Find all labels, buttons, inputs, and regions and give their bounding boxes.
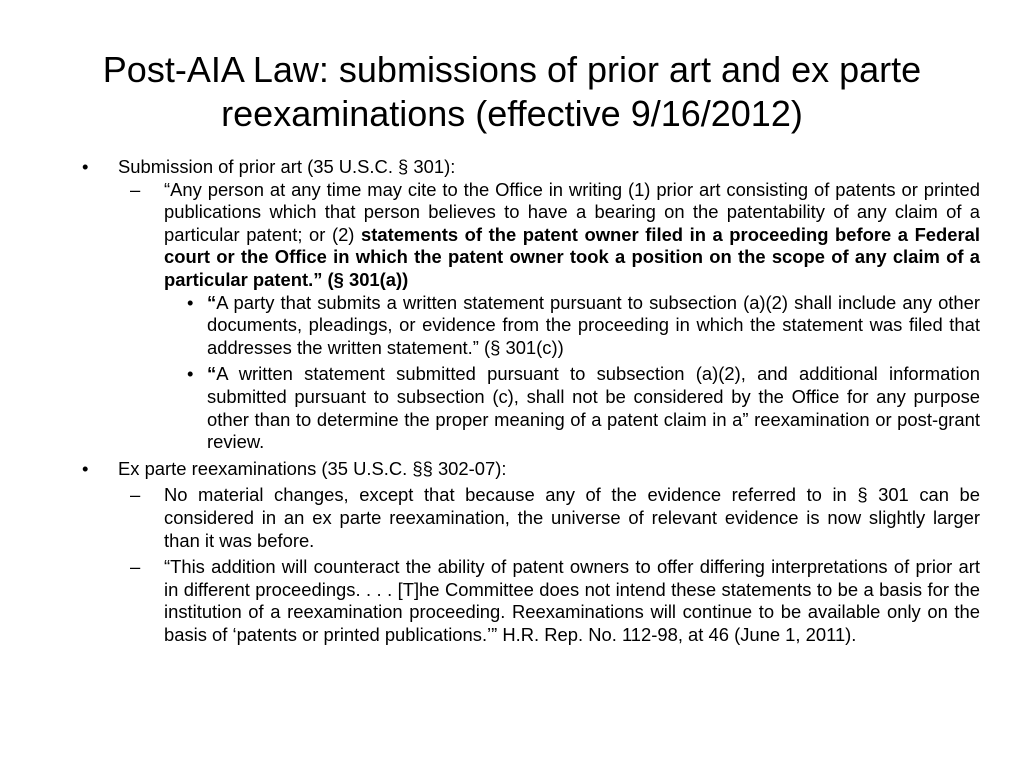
sub-bullet-statute-quote — [82, 179, 980, 292]
statute-quote-regular: “Any person at any time may cite to the Office in writing (1) prior art consisting of patents or printed publications which that person believes to have a bearing on the patentability of any claim of a particular patent; or (2) — [164, 178, 980, 245]
sub-sub-bullet-301c — [82, 292, 980, 360]
sub-bullet-no-material-changes — [82, 484, 980, 552]
dash-marker: – — [130, 484, 141, 506]
bullet-marker: • — [82, 457, 89, 479]
bullet-ex-parte-reexaminations — [82, 458, 980, 481]
slide-body — [82, 156, 980, 646]
open-quote: “ — [207, 363, 217, 385]
slide-title: Post-AIA Law: submissions of prior art and ex parte reexaminations (effective 9/16/2012) — [102, 49, 922, 134]
sub-sub-bullet-text: A written statement submitted pursuant to subsection (a)(2), and additional information submitted pursuant to subsection (c), shall not be considered by the Office for any purpose other than to determine the proper meaning of a patent claim in a” reexamination or post-grant review. — [207, 363, 980, 453]
dash-marker: – — [130, 178, 141, 200]
bullet-marker: • — [187, 363, 194, 385]
bullet-marker: • — [187, 291, 194, 313]
open-quote: “ — [207, 291, 217, 313]
sub-sub-bullet-limited-use — [82, 363, 980, 453]
sub-bullet-committee-report-quote — [82, 556, 980, 646]
dash-marker: – — [130, 556, 141, 578]
bullet-marker: • — [82, 156, 89, 177]
sub-bullet-text: No material changes, except that because any of the evidence referred to in § 301 can be considered in an ex parte reexamination, the universe of relevant evidence is now slightly larger than it was before. — [164, 484, 980, 551]
bullet-submission-of-prior-art — [82, 156, 980, 179]
sub-bullet-text: “This addition will counteract the ability of patent owners to offer differing interpretations of prior art in different proceedings. . . . [T]he Committee does not intend these statements to be a basis for the institution of a reexamination proceeding. Reexaminations will continue to be available only on the basis of ‘patents or printed publications.’” H.R. Rep. No. 112-98, at 46 (June 1, 2011). — [164, 556, 980, 645]
statute-quote-bold: statements of the patent owner filed in a proceeding before a Federal court or the Office in which the patent owner took a position on the scope of any claim of a particular patent.” (§ 301(a)) — [164, 223, 980, 290]
bullet-text: Ex parte reexaminations (35 U.S.C. §§ 302-07): — [118, 457, 507, 479]
sub-sub-bullet-text: A party that submits a written statement pursuant to subsection (a)(2) shall include any other documents, pleadings, or evidence from the proceeding in which the statement was filed that addresses the written statement.” (§ 301(c)) — [207, 291, 980, 358]
bullet-text: Submission of prior art (35 U.S.C. § 301): — [118, 156, 456, 177]
